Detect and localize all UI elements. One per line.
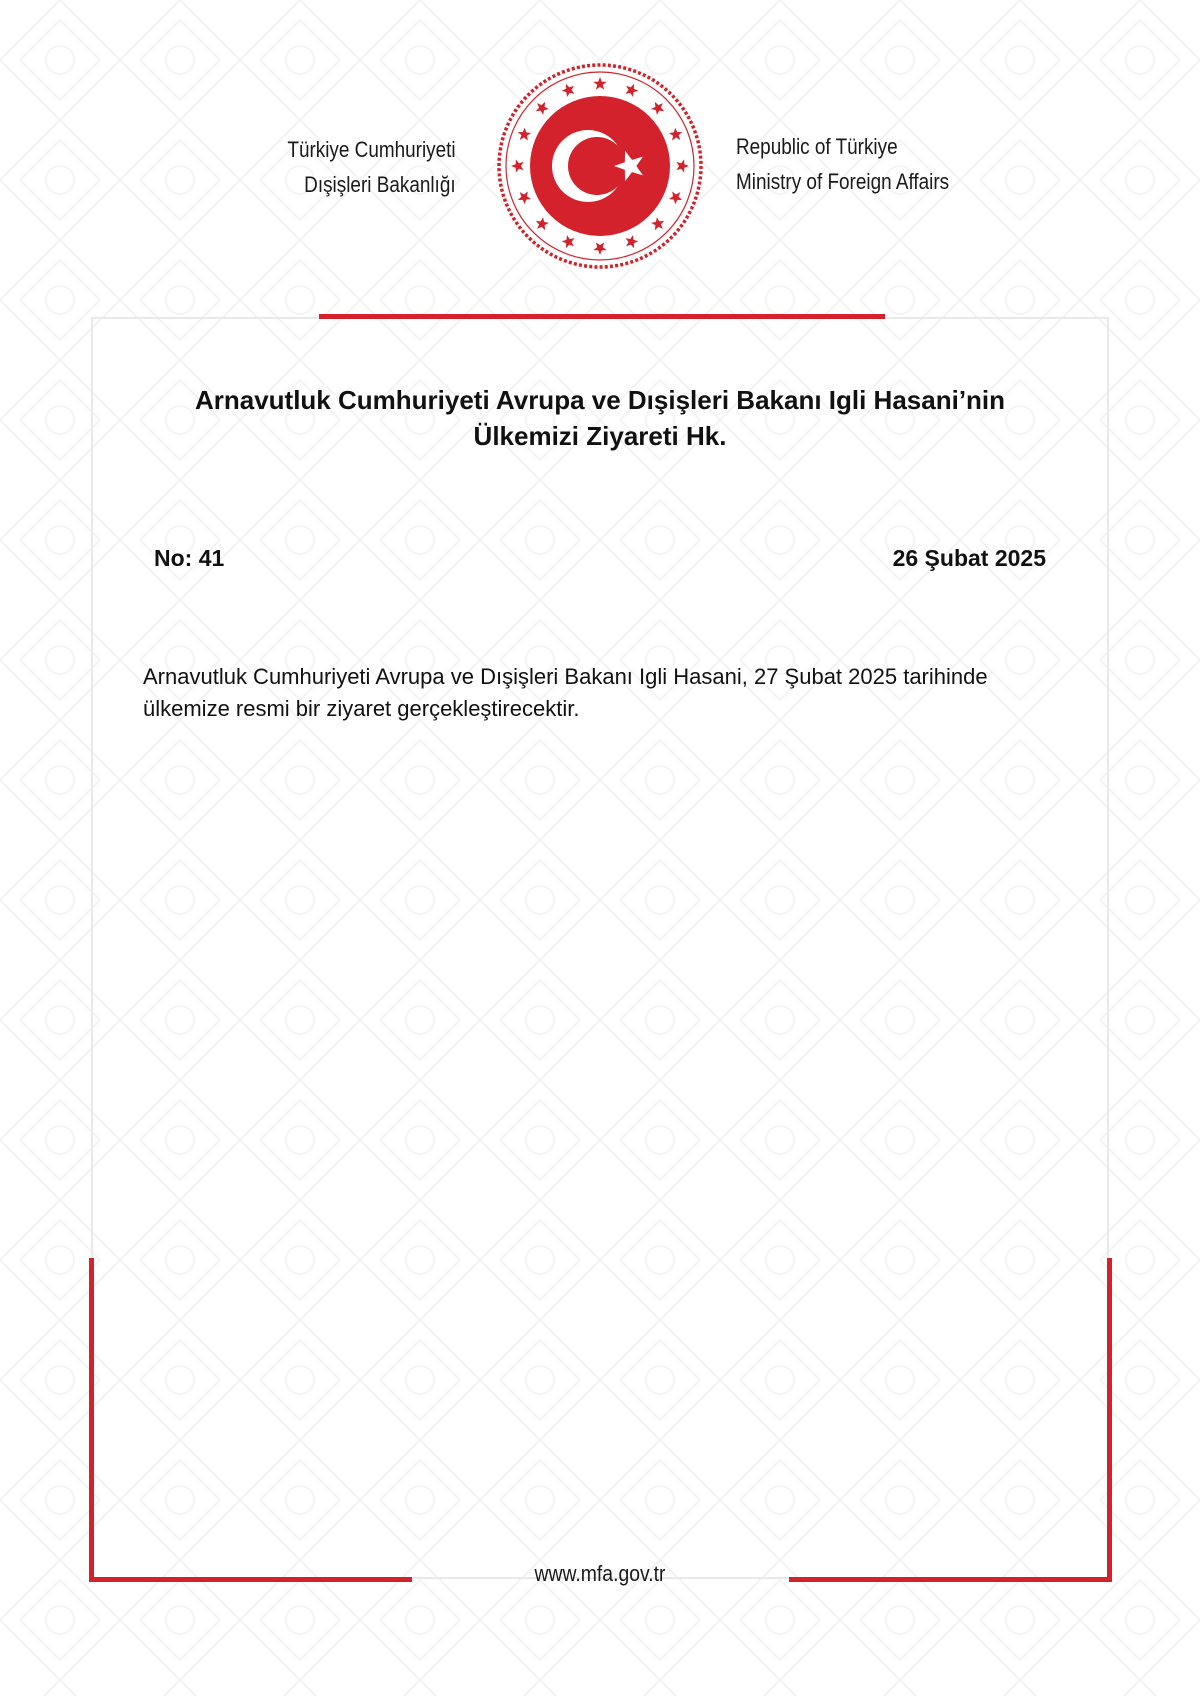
ministry-name-turkish [288,132,456,202]
crescent-star-seal-icon [496,62,704,270]
left-accent-horizontal [89,1577,412,1582]
document-body-line2: ülkemize resmi bir ziyaret gerçekleştirecektir. [143,696,580,721]
ministry-name-tr-line1: Türkiye Cumhuriyeti [287,137,456,162]
document-title [110,382,1090,454]
document-date: 26 Şubat 2025 [892,545,1046,571]
right-accent-vertical [1107,1258,1112,1581]
ministry-name-tr-line2: Dışişleri Bakanlığı [304,172,456,197]
left-accent-vertical [89,1258,94,1581]
footer-website-link[interactable]: www.mfa.gov.tr [534,1561,666,1586]
right-accent-horizontal [789,1577,1112,1582]
top-accent-line [319,314,885,319]
document-title-line1: Arnavutluk Cumhuriyeti Avrupa ve Dışişleri Bakanı Igli Hasani’nin [194,385,1006,415]
ministry-name-english [736,129,949,199]
document-frame [91,317,1109,1579]
ministry-name-en-line1: Republic of Türkiye [736,134,898,159]
document-body-line1: Arnavutluk Cumhuriyeti Avrupa ve Dışişleri Bakanı Igli Hasani, 27 Şubat 2025 tarihinde [143,664,988,689]
document-title-line2: Ülkemizi Ziyareti Hk. [473,421,727,451]
document-body [143,661,1073,725]
ministry-name-en-line2: Ministry of Foreign Affairs [736,169,950,194]
document-number: No: 41 [154,545,225,571]
